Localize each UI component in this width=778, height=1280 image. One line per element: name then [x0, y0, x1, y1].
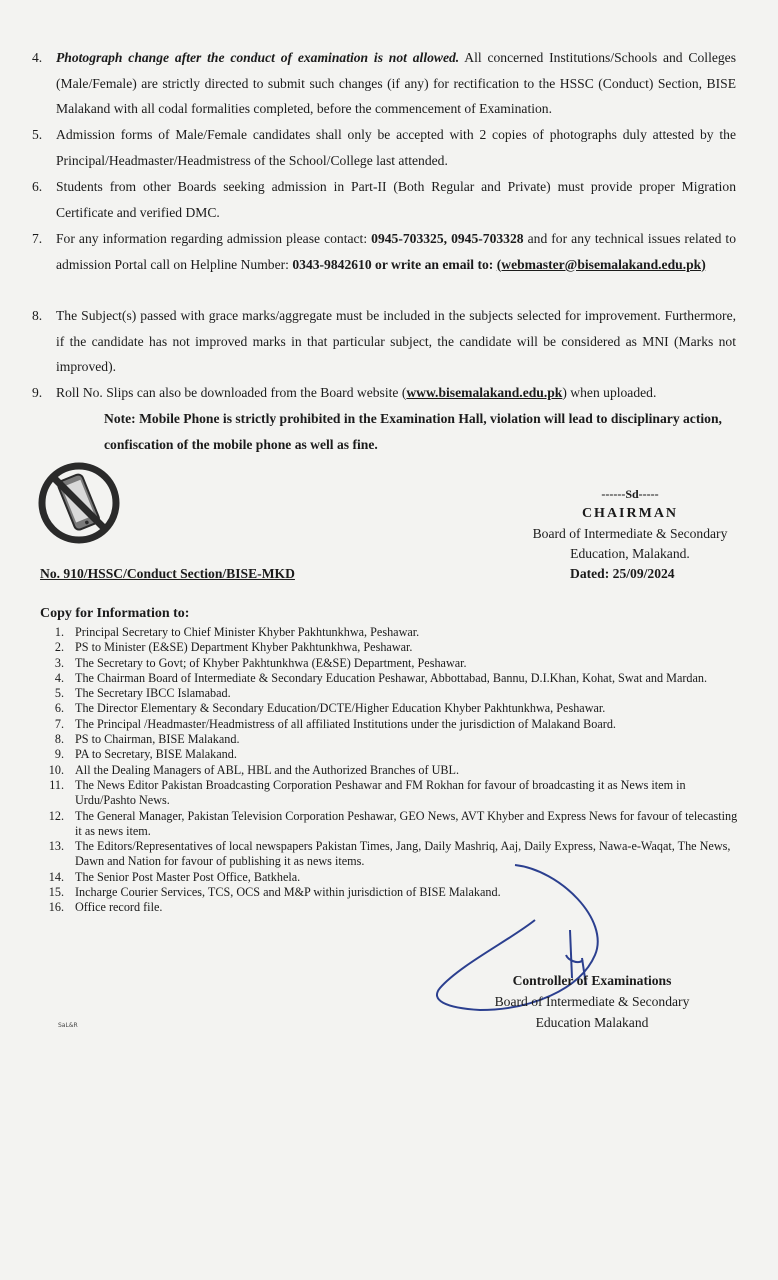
- copy-item-number: 13.: [48, 839, 64, 854]
- copy-list-item: [40, 763, 740, 778]
- copy-item-number: 12.: [48, 808, 64, 823]
- copy-item-text: The Chairman Board of Intermediate & Secondary Education Peshawar, Abbottabad, Bannu, D.I.Khan, Kohat, Swat and Mardan.: [75, 670, 708, 685]
- copy-item-number: 7.: [54, 716, 64, 731]
- copy-item-number: 3.: [54, 655, 64, 670]
- copy-item-text: The News Editor Pakistan Broadcasting Corporation Peshawar and FM Rokhan for favour of broadcasting it as News item in Urdu/Pashto News.: [75, 777, 686, 808]
- instruction-7: [32, 226, 737, 277]
- initials-mark: SaL&R: [58, 1022, 78, 1029]
- copy-item-number: 9.: [54, 747, 64, 762]
- instruction-text: The Subject(s) passed with grace marks/aggregate must be included in the subjects selected for improvement. Furthermore, if the candidate has not improved marks in that particular subject, the candidate will be considered as MNI (Marks not improved).: [56, 308, 736, 375]
- copy-list-item: [40, 701, 740, 716]
- instruction-5: [32, 122, 736, 173]
- helpline-number: 0343-9842610 or write an email to:: [292, 256, 494, 272]
- instruction-number: 7.: [32, 231, 43, 246]
- instruction-text: and for any technical issues related to admission Portal call on Helpline Number:: [56, 231, 737, 272]
- instruction-text: Students from other Boards seeking admission in Part-II (Both Regular and Private) must provide proper Migration Certificate and verified DMC.: [56, 179, 736, 220]
- board-name-line1: Board of Intermediate & Secondary: [532, 526, 728, 541]
- copy-list-item: [40, 717, 740, 732]
- copy-item-text: The General Manager, Pakistan Television Corporation Peshawar, GEO News, AVT Khyber and Express News for favour of telecasting it as news item.: [75, 808, 738, 838]
- copy-item-number: 10.: [48, 762, 64, 777]
- copy-item-text: The Senior Post Master Post Office, Batkhela.: [75, 869, 301, 884]
- copy-item-text: The Editors/Representatives of local newspapers Pakistan Times, Jang, Daily Mashriq, Aaj, Daily Express, Nawa-e-Waqat, The News, Dawn and Nation for favour of publishing it as news items.: [75, 839, 731, 869]
- copy-item-text: The Secretary IBCC Islamabad.: [75, 686, 231, 701]
- copy-list-item: [40, 778, 740, 809]
- copy-list-item: [40, 732, 740, 747]
- copy-list-item: [40, 747, 740, 762]
- instruction-text: ) when uploaded.: [562, 385, 657, 400]
- instruction-number: 6.: [32, 179, 43, 194]
- instruction-text: All concerned Institutions/Schools and Colleges (Male/Female) are strictly directed to submit such changes (if any) for rectification to the HSSC (Conduct) Section, BISE Malakand with all codal formalities completed, before the commencement of Examination.: [56, 50, 736, 117]
- copy-item-text: The Principal /Headmaster/Headmistress of all affiliated Institutions under the jurisdiction of Malakand Board.: [75, 716, 616, 731]
- copy-item-text: PS to Chairman, BISE Malakand.: [75, 732, 240, 747]
- copy-item-text: All the Dealing Managers of ABL, HBL and the Authorized Branches of UBL.: [75, 762, 460, 777]
- copy-item-text: PA to Secretary, BISE Malakand.: [75, 747, 237, 762]
- copy-list-item: [40, 625, 740, 640]
- copy-item-text: The Director Elementary & Secondary Education/DCTE/Higher Education Khyber Pakhtunkhwa, Peshawar.: [75, 701, 606, 716]
- board-name-line2: Education, Malakand.: [570, 546, 690, 561]
- controller-title: Controller of Examinations: [512, 973, 672, 988]
- copy-list-item: [40, 656, 740, 671]
- chairman-title: CHAIRMAN: [581, 506, 679, 521]
- instruction-8: [32, 303, 736, 380]
- copy-item-text: Principal Secretary to Chief Minister Khyber Pakhtunkhwa, Peshawar.: [75, 625, 420, 639]
- reference-number: No. 910/HSSC/Conduct Section/BISE-MKD: [40, 566, 295, 581]
- copy-list-item: [40, 809, 740, 840]
- copy-item-text: Incharge Courier Services, TCS, OCS and M&P within jurisdiction of BISE Malakand.: [75, 885, 501, 900]
- copy-heading: Copy for Information to:: [40, 606, 190, 621]
- signed-mark: ------Sd-----: [601, 487, 659, 501]
- copy-list-item: [40, 671, 740, 686]
- copy-list-item: [40, 640, 740, 655]
- copy-item-number: 5.: [54, 686, 64, 701]
- copy-item-number: 6.: [54, 701, 64, 716]
- contact-phones: 0945-703325, 0945-703328: [371, 231, 524, 246]
- copy-list: [40, 625, 740, 916]
- instruction-text: Roll No. Slips can also be downloaded from the Board website (: [56, 385, 407, 400]
- instruction-number: 4.: [32, 50, 43, 65]
- copy-item-text: PS to Minister (E&SE) Department Khyber Pakhtunkhwa, Peshawar.: [75, 640, 413, 655]
- instruction-6: [32, 174, 736, 225]
- instruction-number: 5.: [32, 127, 43, 142]
- copy-item-number: 14.: [48, 869, 64, 884]
- instruction-lead: Photograph change after the conduct of examination is not allowed.: [56, 50, 460, 65]
- instruction-text: Admission forms of Male/Female candidates shall only be accepted with 2 copies of photographs duly attested by the Principal/Headmaster/Headmistress of the School/College last attended.: [56, 127, 736, 168]
- chairman-signature-block: [500, 484, 760, 564]
- email-link[interactable]: (webmaster@bisemalakand.edu.pk): [496, 256, 706, 272]
- copy-item-text: Office record file.: [75, 900, 163, 915]
- mobile-phone-note: Note: Mobile Phone is strictly prohibited in the Examination Hall, violation will lead to disciplinary action, confiscation of the mobile phone as well as fine.: [104, 411, 722, 452]
- copy-item-number: 8.: [54, 732, 64, 747]
- controller-board-line1: Board of Intermediate & Secondary: [494, 994, 690, 1009]
- copy-item-number: 15.: [48, 885, 64, 900]
- instruction-number: 8.: [32, 308, 43, 323]
- copy-item-number: 11.: [49, 777, 64, 792]
- instruction-9: [32, 380, 736, 406]
- copy-item-number: 4.: [54, 670, 64, 685]
- copy-item-number: 16.: [48, 900, 64, 915]
- instruction-4: [32, 45, 736, 122]
- copy-list-item: [40, 686, 740, 701]
- instruction-text: For any information regarding admission please contact:: [56, 231, 372, 246]
- no-mobile-phone-icon: [38, 462, 120, 544]
- controller-board-line2: Education Malakand: [535, 1015, 649, 1030]
- copy-item-number: 1.: [54, 625, 64, 639]
- copy-list-item: [40, 870, 740, 885]
- copy-list-item: [40, 839, 740, 870]
- copy-item-number: 2.: [54, 640, 64, 655]
- date-line: Dated: 25/09/2024: [570, 566, 675, 581]
- controller-signature-block: [472, 970, 712, 1033]
- instruction-number: 9.: [32, 385, 43, 400]
- copy-item-text: The Secretary to Govt; of Khyber Pakhtunkhwa (E&SE) Department, Peshawar.: [75, 655, 467, 670]
- website-link[interactable]: www.bisemalakand.edu.pk: [406, 385, 563, 400]
- copy-list-item: [40, 885, 740, 900]
- copy-list-item: [40, 900, 740, 915]
